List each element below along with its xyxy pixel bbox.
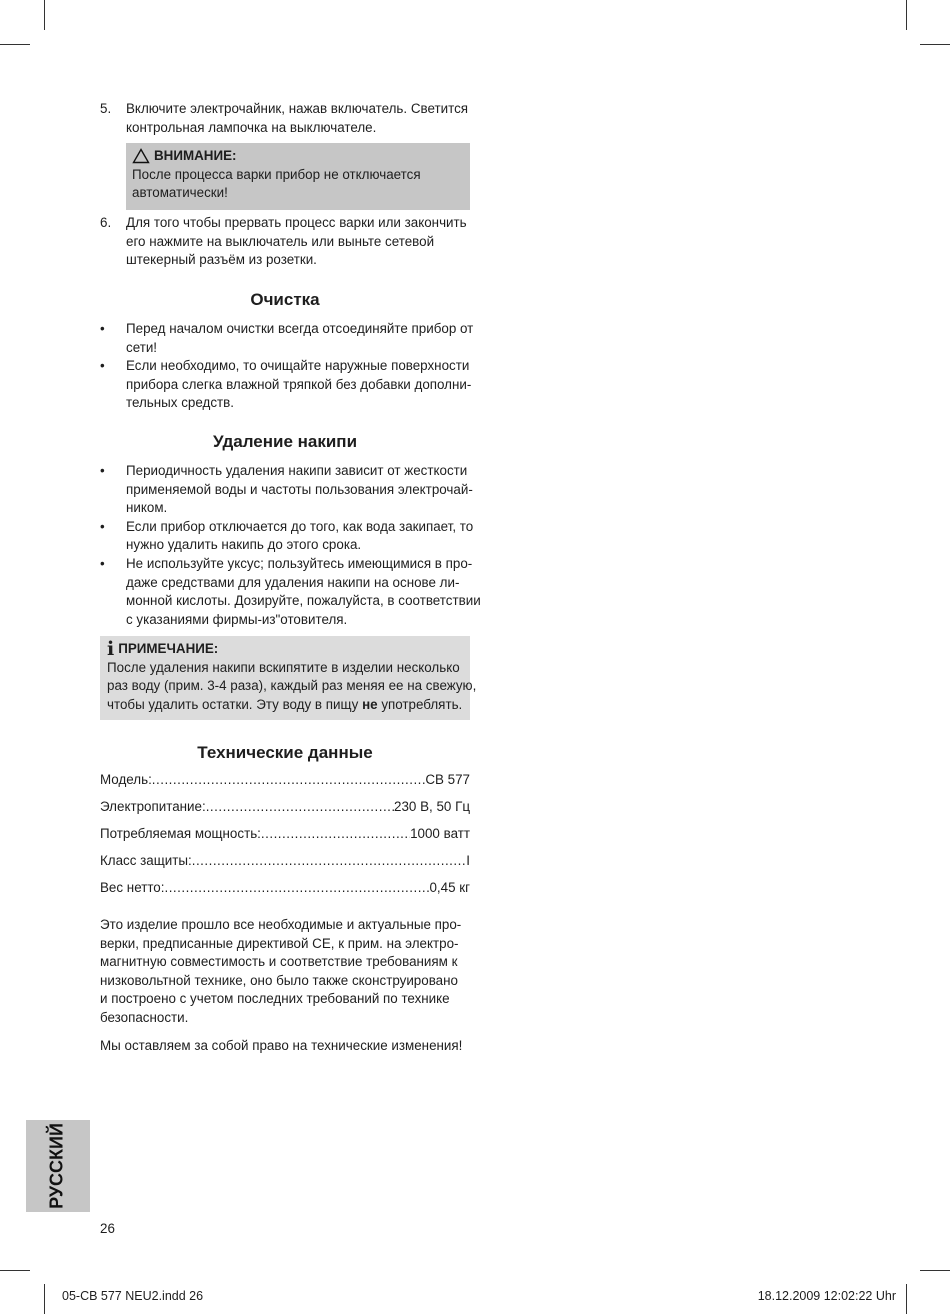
- paragraph-line: низковольтной технике, оно было также сконструировано: [100, 972, 458, 988]
- note-title: [107, 640, 463, 659]
- tech-value: 1000 ватт: [410, 826, 470, 841]
- list-item: [100, 462, 472, 518]
- step-number: 6.: [100, 215, 112, 230]
- tech-row: [100, 853, 470, 880]
- tech-value: CB 577: [425, 772, 470, 787]
- bullet: •: [100, 555, 105, 571]
- tech-row: [100, 772, 470, 799]
- bullet: •: [100, 518, 105, 534]
- tech-row: [100, 799, 470, 826]
- note-title-text: ПРИМЕЧАНИЕ:: [118, 641, 219, 656]
- note-text-line: раз воду (прим. 3-4 раза), каждый раз меняя ее на свежую,: [107, 678, 477, 694]
- list-item-line: нужно удалить накипь до этого срока.: [126, 537, 362, 553]
- tech-label: Потребляемая мощность:: [100, 826, 261, 841]
- list-item: [100, 320, 472, 357]
- crop-mark: [920, 1270, 950, 1271]
- footer-timestamp: 18.12.2009 12:02:22 Uhr: [757, 1289, 896, 1303]
- bullet: •: [100, 358, 105, 374]
- tech-label: Модель:: [100, 772, 152, 787]
- list-item-line: прибора слегка влажной тряпкой без добавки дополни-: [126, 376, 472, 392]
- warning-title: [132, 147, 464, 166]
- paragraph-line: безопасности.: [100, 1009, 189, 1025]
- warning-triangle-icon: [132, 148, 150, 164]
- footer-file-info: 05-CB 577 NEU2.indd 26: [62, 1289, 204, 1303]
- crop-mark: [906, 0, 907, 30]
- paragraph-line: и построено с учетом последних требований по технике: [100, 991, 450, 1007]
- tech-label: Класс защиты:: [100, 853, 192, 868]
- descaling-heading: Удаление накипи: [212, 432, 358, 451]
- note-bold-text: не: [362, 696, 378, 712]
- step-number: 5.: [100, 101, 112, 116]
- list-item-line: Если необходимо, то очищайте наружные поверхности: [126, 358, 470, 374]
- list-item-line: даже средствами для удаления накипи на основе ли-: [126, 574, 460, 590]
- warning-text-line: автоматически!: [132, 185, 228, 201]
- tech-label: Вес нетто:: [100, 880, 165, 895]
- list-item-line: Периодичность удаления накипи зависит от жесткости: [126, 463, 468, 478]
- crop-mark: [906, 1284, 907, 1314]
- note-text-line: [107, 696, 463, 715]
- reserve-paragraph: [100, 1037, 472, 1056]
- tech-row: [100, 826, 470, 853]
- descaling-list: [100, 462, 481, 629]
- paragraph-line: верки, предписанные директивой СЕ, к прим. на электро-: [100, 935, 459, 951]
- list-item-line: монной кислоты. Дозируйте, пожалуйста, в соответствии: [126, 593, 481, 609]
- leader-dots: [261, 826, 410, 841]
- bullet: •: [100, 463, 105, 478]
- tech-row: [100, 880, 470, 907]
- list-item-line: с указаниями фирмы-из"отовителя.: [126, 611, 348, 627]
- crop-mark: [0, 1270, 30, 1271]
- tech-heading: Технические данные: [197, 743, 373, 762]
- language-tab-label: РУССКИЙ: [46, 1123, 67, 1209]
- crop-mark: [0, 44, 30, 45]
- paragraph-line: Мы оставляем за собой право на технические изменения!: [100, 1038, 463, 1053]
- list-item-line: Перед началом очистки всегда отсоединяйте прибор от: [126, 321, 474, 336]
- warning-title-text: ВНИМАНИЕ:: [154, 148, 237, 163]
- cleaning-heading: Очистка: [250, 290, 320, 309]
- list-item-line: применяемой воды и частоты пользования электрочай-: [126, 481, 473, 497]
- crop-mark: [44, 0, 45, 30]
- step-text-line: Включите электрочайник, нажав включатель. Светится: [126, 101, 469, 116]
- tech-table: [100, 772, 470, 907]
- leader-dots: [164, 880, 429, 895]
- warning-box: [126, 143, 470, 210]
- step-5: [100, 100, 472, 137]
- list-item: [100, 357, 472, 413]
- cleaning-list: [100, 320, 472, 413]
- conformity-paragraph: [100, 916, 472, 1028]
- list-item-line: ником.: [126, 500, 168, 516]
- paragraph-line: магнитную совместимость и соответствие требованиям к: [100, 954, 458, 970]
- leader-dots: [206, 799, 394, 814]
- list-item: [100, 555, 481, 629]
- page-number: 26: [100, 1221, 115, 1236]
- step-text-line: штекерный разъём из розетки.: [126, 252, 317, 268]
- leader-dots: [152, 772, 426, 787]
- note-text-line: После удаления накипи вскипятите в изделии несколько: [107, 659, 460, 675]
- crop-mark: [44, 1284, 45, 1314]
- list-item-line: Если прибор отключается до того, как вода закипает, то: [126, 518, 474, 534]
- step-text-line: Для того чтобы прервать процесс варки или закончить: [126, 215, 467, 230]
- paragraph-line: Это изделие прошло все необходимые и актуальные про-: [100, 917, 462, 932]
- warning-text-line: После процесса варки прибор не отключается: [132, 166, 421, 182]
- list-item: [100, 518, 472, 555]
- note-box: [100, 636, 477, 720]
- step-text-line: контрольная лампочка на выключателе.: [126, 119, 377, 135]
- tech-value: 0,45 кг: [429, 880, 470, 895]
- list-item-line: тельных средств.: [126, 395, 234, 411]
- step-6: [100, 214, 472, 270]
- note-text: употреблять.: [377, 696, 463, 712]
- list-item-line: сети!: [126, 339, 158, 355]
- leader-dots: [192, 853, 467, 868]
- list-item-line: Не используйте уксус; пользуйтесь имеющимися в про-: [126, 555, 473, 571]
- crop-mark: [920, 44, 950, 45]
- tech-label: Электропитание:: [100, 799, 206, 814]
- bullet: •: [100, 321, 105, 336]
- tech-value: 230 В, 50 Гц: [394, 799, 470, 814]
- step-text-line: его нажмите на выключатель или выньте сетевой: [126, 233, 435, 249]
- tech-value: I: [466, 853, 470, 868]
- note-text: чтобы удалить остатки. Эту воду в пищу: [107, 696, 363, 712]
- info-icon: i: [107, 638, 115, 661]
